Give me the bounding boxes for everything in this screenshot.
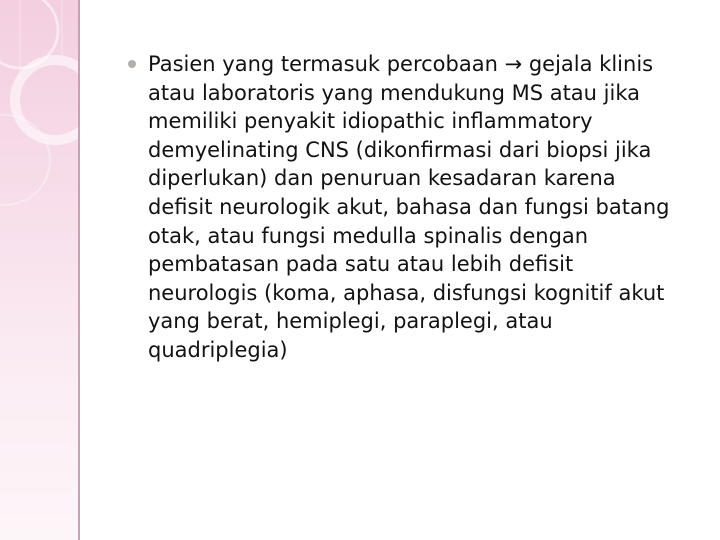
bullet-item xyxy=(128,50,698,365)
decorative-rings-graphic xyxy=(0,0,78,540)
decorative-sidebar xyxy=(0,0,78,540)
sidebar-divider xyxy=(78,0,80,540)
bullet-text: Pasien yang termasuk percobaan → gejala klinis atau laboratoris yang mendukung MS atau jika memiliki penyakit idiopathic inflammatory demyelinating CNS (dikonfirmasi dari biopsi jika diperlukan) dan penuruan kesadaran karena defisit neurologik akut, bahasa dan fungsi batang otak, atau fungsi medulla spinalis dengan pembatasan pada satu atau lebih defisit neurologis (koma, aphasa, disfungsi kognitif akut yang berat, hemiplegi, paraplegi, atau quadriplegia) xyxy=(148,52,670,362)
bullet-icon xyxy=(128,60,136,68)
slide-content xyxy=(128,50,698,365)
